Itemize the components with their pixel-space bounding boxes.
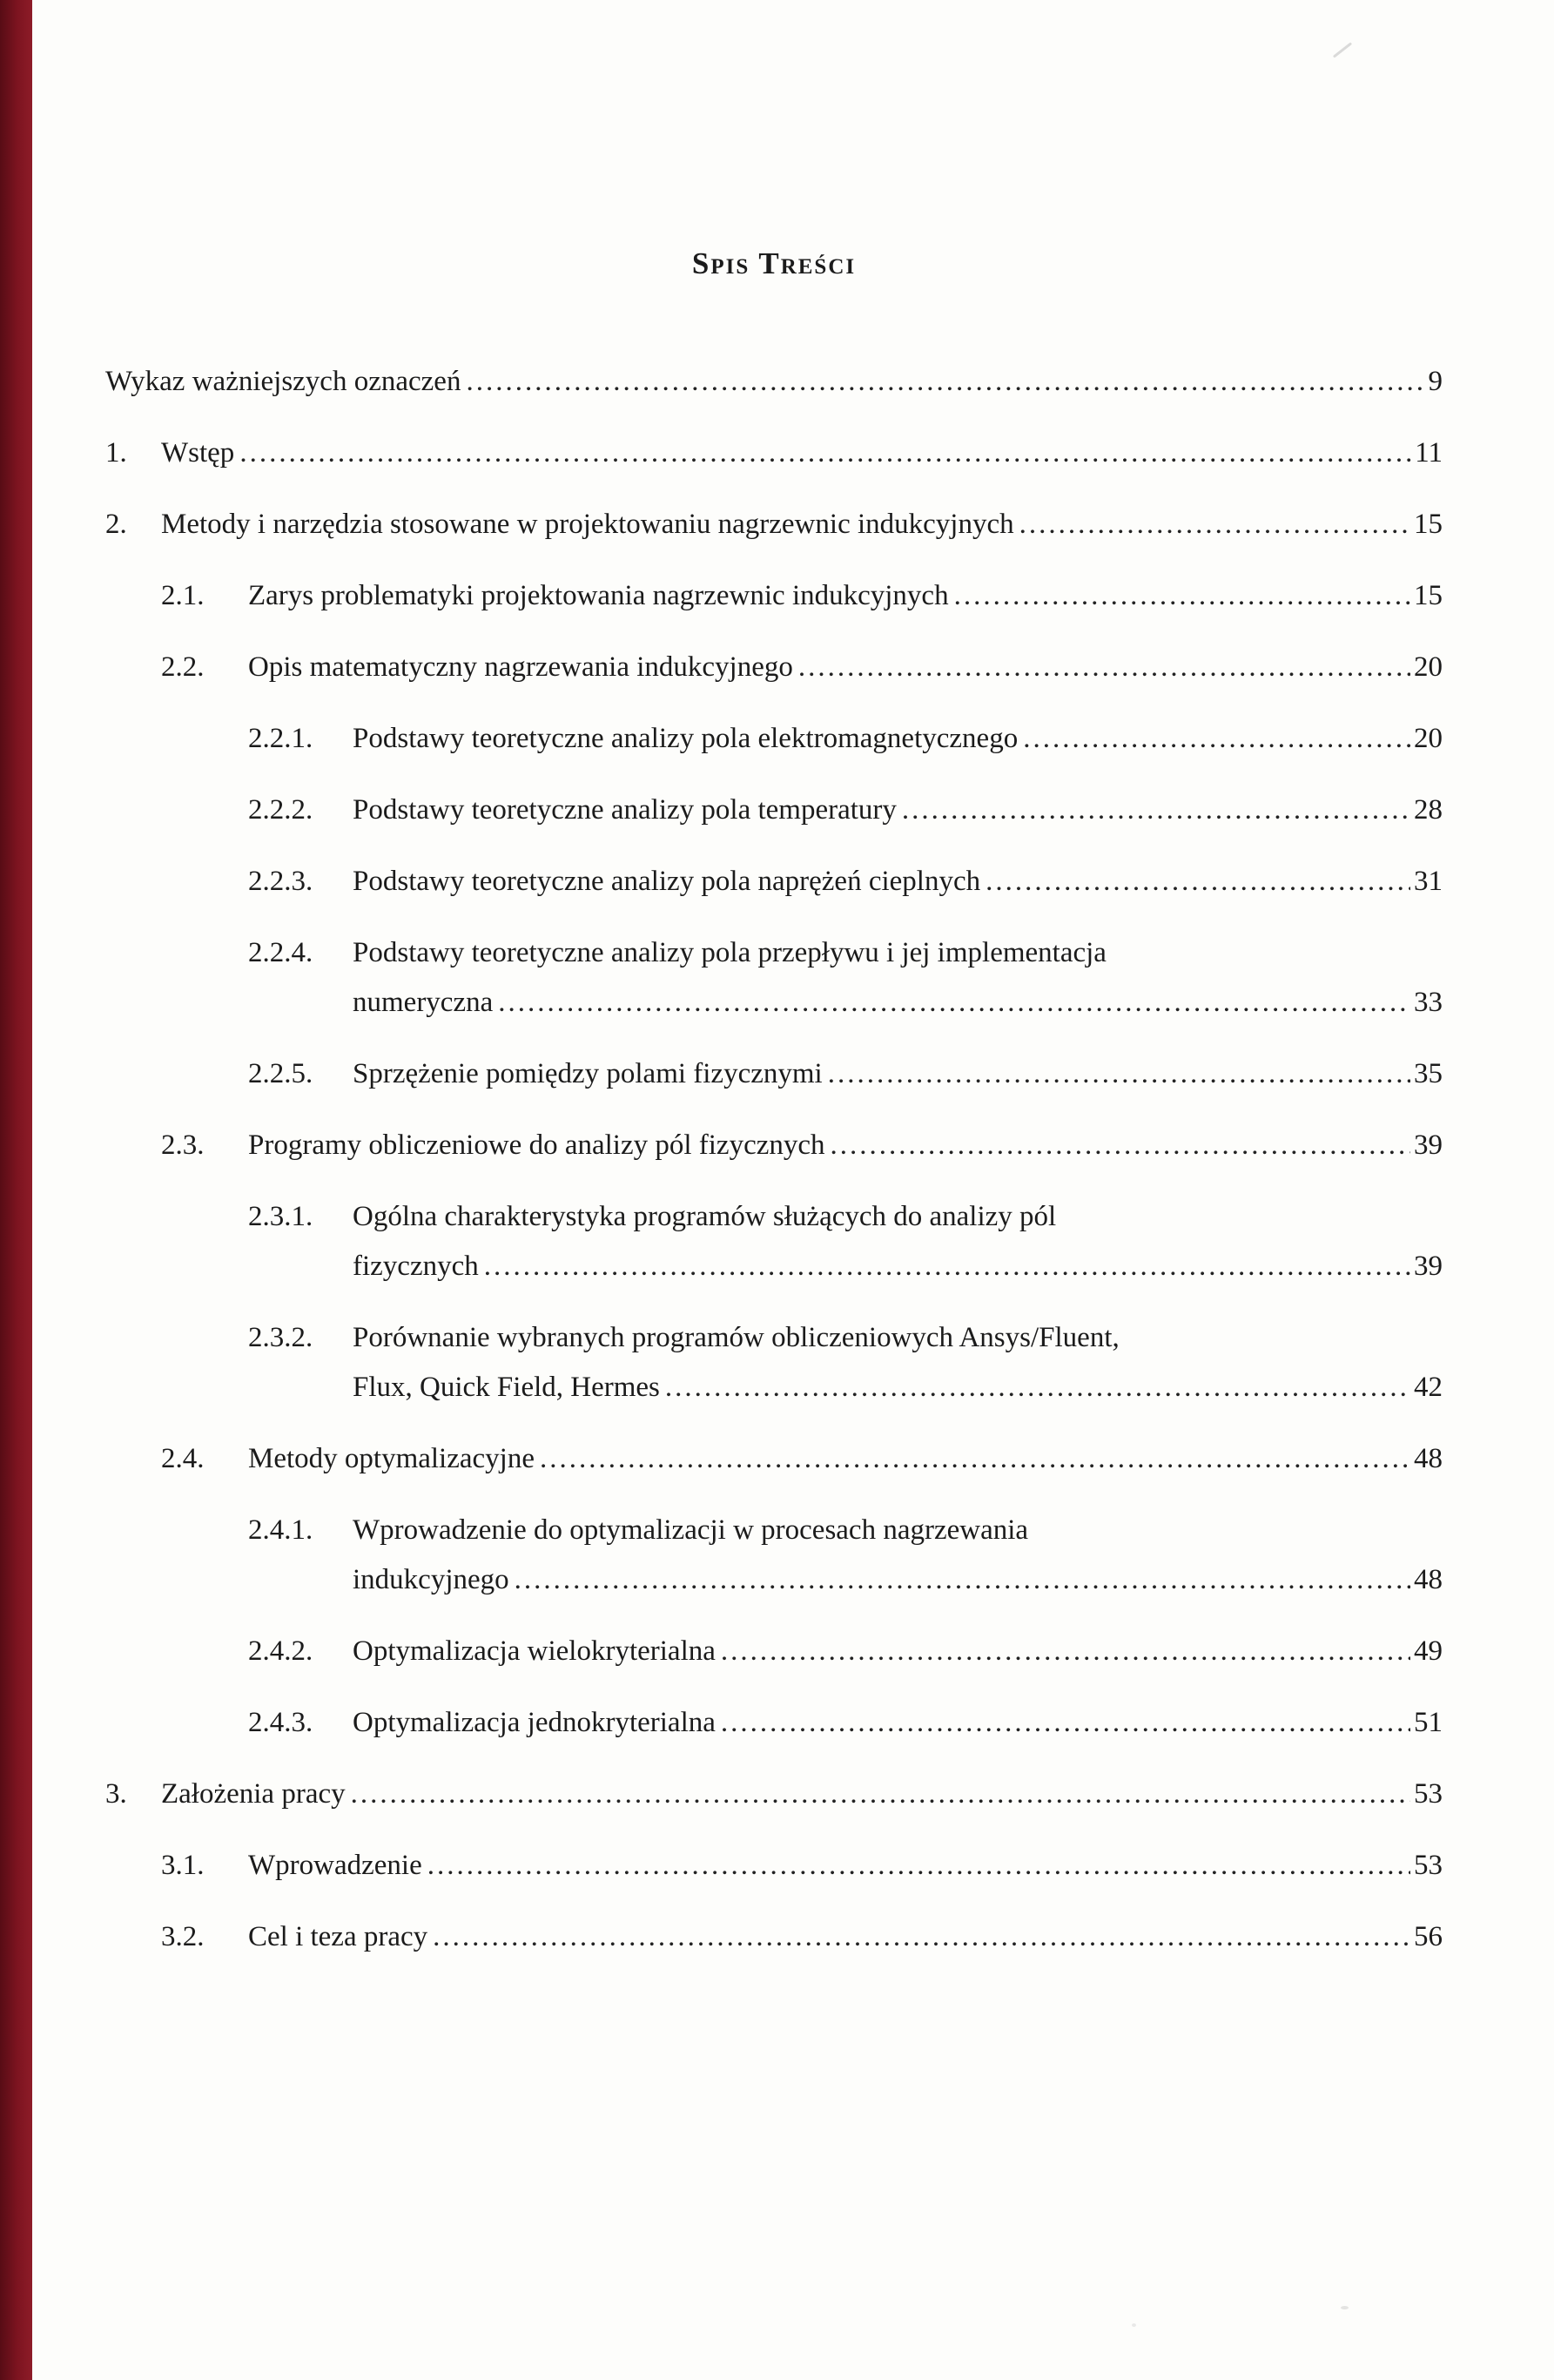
toc-entry-body — [353, 1199, 1443, 1284]
toc-entry-label-line2: numeryczna — [353, 987, 494, 1018]
toc-entry-label: Podstawy teoretyczne analizy pola elektromagnetycznego — [353, 723, 1019, 754]
dot-leader — [831, 1128, 1410, 1163]
toc-entry-page: 31 — [1414, 866, 1443, 897]
toc-entry-number: 3.2. — [161, 1921, 205, 1952]
toc-entry-body — [353, 1320, 1443, 1406]
toc-entry-number: 2.2.3. — [248, 866, 313, 897]
toc-entry — [105, 507, 1443, 543]
toc-entry — [105, 1634, 1443, 1669]
toc-entry-continuation — [353, 1370, 1443, 1406]
toc-entry — [105, 1919, 1443, 1955]
toc-entry-page: 42 — [1414, 1372, 1443, 1403]
toc-entry-number: 2.3.2. — [248, 1322, 313, 1353]
dot-leader — [902, 792, 1410, 828]
toc-entry-continuation — [353, 985, 1443, 1021]
book-binding-edge — [0, 0, 32, 2380]
page-title: Spis Treści — [691, 246, 857, 280]
toc-entry-label-line2: Flux, Quick Field, Hermes — [353, 1372, 660, 1403]
toc-entry — [105, 1320, 1443, 1406]
toc-entry-label: Podstawy teoretyczne analizy pola przepływu i jej implementacja — [353, 937, 1107, 968]
dot-leader — [721, 1634, 1410, 1669]
dot-leader — [798, 650, 1410, 685]
toc-entry-label: Ogólna charakterystyka programów służących do analizy pól — [353, 1201, 1057, 1232]
toc-entry-number: 2.2.2. — [248, 794, 313, 826]
toc-entry — [105, 364, 1443, 400]
dot-leader — [954, 578, 1410, 614]
toc-entry-page: 48 — [1414, 1443, 1443, 1474]
toc-entry-number: 2.2.4. — [248, 937, 313, 968]
toc-entry-label: Opis matematyczny nagrzewania indukcyjnego — [248, 651, 793, 683]
toc-entry-number: 2.2.1. — [248, 723, 313, 754]
table-of-contents — [105, 246, 1443, 1991]
toc-entry — [105, 578, 1443, 614]
toc-entry — [105, 1199, 1443, 1284]
toc-entry — [105, 1848, 1443, 1884]
toc-entry — [105, 1705, 1443, 1741]
toc-entry-label: Wprowadzenie — [248, 1850, 422, 1881]
scan-artifact — [1333, 42, 1352, 57]
toc-entry-continuation — [353, 1249, 1443, 1284]
toc-entry-page: 53 — [1414, 1778, 1443, 1810]
toc-entry-page: 15 — [1414, 580, 1443, 611]
toc-entry-page: 51 — [1414, 1707, 1443, 1738]
toc-entry-number: 2.4.2. — [248, 1635, 313, 1667]
toc-entry-number: 2.4. — [161, 1443, 205, 1474]
dot-leader — [721, 1705, 1410, 1741]
dot-leader — [466, 364, 1424, 400]
toc-entry-page: 39 — [1414, 1251, 1443, 1282]
toc-entry-number: 2.3. — [161, 1129, 205, 1161]
toc-entry — [105, 1128, 1443, 1163]
toc-entry-label: Podstawy teoretyczne analizy pola temperatury — [353, 794, 897, 826]
toc-entry — [105, 650, 1443, 685]
dot-leader — [540, 1441, 1410, 1477]
toc-entry-label: Założenia pracy — [161, 1778, 346, 1810]
toc-entry-label: Wstęp — [161, 437, 235, 469]
toc-entry-page: 33 — [1414, 987, 1443, 1018]
toc-entry-label: Optymalizacja jednokryterialna — [353, 1707, 716, 1738]
toc-entry-page: 20 — [1414, 651, 1443, 683]
toc-entry-page: 15 — [1414, 509, 1443, 540]
toc-entry-page: 20 — [1414, 723, 1443, 754]
toc-entry — [105, 864, 1443, 900]
toc-entry-page: 39 — [1414, 1129, 1443, 1161]
toc-entry-label: Programy obliczeniowe do analizy pól fizycznych — [248, 1129, 825, 1161]
dot-leader — [1023, 721, 1410, 757]
toc-entry-label-line2: indukcyjnego — [353, 1564, 509, 1595]
toc-entry-body — [353, 935, 1443, 1021]
dot-leader — [484, 1249, 1410, 1284]
toc-entry — [105, 792, 1443, 828]
dot-leader — [433, 1919, 1410, 1955]
dot-leader — [515, 1562, 1410, 1598]
toc-entry-page: 49 — [1414, 1635, 1443, 1667]
toc-entry-number: 2.1. — [161, 580, 205, 611]
toc-entry-continuation — [353, 1562, 1443, 1598]
toc-entry-label-line2: fizycznych — [353, 1251, 479, 1282]
scan-artifact — [1341, 2306, 1349, 2309]
toc-entry-number: 2.4.3. — [248, 1707, 313, 1738]
toc-entry-page: 11 — [1415, 437, 1443, 469]
dot-leader — [239, 435, 1411, 471]
toc-entry-label: Sprzężenie pomiędzy polami fizycznymi — [353, 1058, 823, 1089]
dot-leader — [986, 864, 1410, 900]
toc-entry-body — [353, 1513, 1443, 1598]
toc-entry-label: Metody i narzędzia stosowane w projektowaniu nagrzewnic indukcyjnych — [161, 509, 1014, 540]
toc-entry-page: 56 — [1414, 1921, 1443, 1952]
dot-leader — [665, 1370, 1410, 1406]
toc-entry-number: 2.3.1. — [248, 1201, 313, 1232]
toc-entry — [105, 435, 1443, 471]
dot-leader — [828, 1056, 1410, 1092]
toc-entry-number: 2.4.1. — [248, 1514, 313, 1546]
dot-leader — [498, 985, 1410, 1021]
toc-entry-number: 1. — [105, 437, 127, 469]
dot-leader — [427, 1848, 1410, 1884]
toc-entry-label: Optymalizacja wielokryterialna — [353, 1635, 716, 1667]
toc-entry — [105, 721, 1443, 757]
toc-entry-label: Wprowadzenie do optymalizacji w procesach nagrzewania — [353, 1514, 1029, 1546]
toc-entry — [105, 1513, 1443, 1598]
dot-leader — [1019, 507, 1410, 543]
toc-entry-label: Porównanie wybranych programów obliczeniowych Ansys/Fluent, — [353, 1322, 1120, 1353]
toc-entry-number: 3. — [105, 1778, 127, 1810]
toc-entry-number: 3.1. — [161, 1850, 205, 1881]
dot-leader — [351, 1777, 1410, 1812]
toc-entry — [105, 1777, 1443, 1812]
toc-entry-number: 2.2. — [161, 651, 205, 683]
toc-entry — [105, 1056, 1443, 1092]
toc-entry — [105, 1441, 1443, 1477]
toc-entry-page: 35 — [1414, 1058, 1443, 1089]
toc-entry-number: 2. — [105, 509, 127, 540]
toc-entry-label: Cel i teza pracy — [248, 1921, 428, 1952]
toc-entry-number: 2.2.5. — [248, 1058, 313, 1089]
toc-entry-page: 53 — [1414, 1850, 1443, 1881]
toc-entry-page: 9 — [1428, 366, 1443, 397]
toc-entry-label: Wykaz ważniejszych oznaczeń — [105, 366, 461, 397]
toc-entry-label: Zarys problematyki projektowania nagrzewnic indukcyjnych — [248, 580, 949, 611]
toc-entry-page: 48 — [1414, 1564, 1443, 1595]
toc-entry-page: 28 — [1414, 794, 1443, 826]
toc-entry-label: Podstawy teoretyczne analizy pola naprężeń cieplnych — [353, 866, 981, 897]
scan-artifact — [1132, 2323, 1136, 2327]
toc-entry — [105, 935, 1443, 1021]
toc-entry-label: Metody optymalizacyjne — [248, 1443, 535, 1474]
